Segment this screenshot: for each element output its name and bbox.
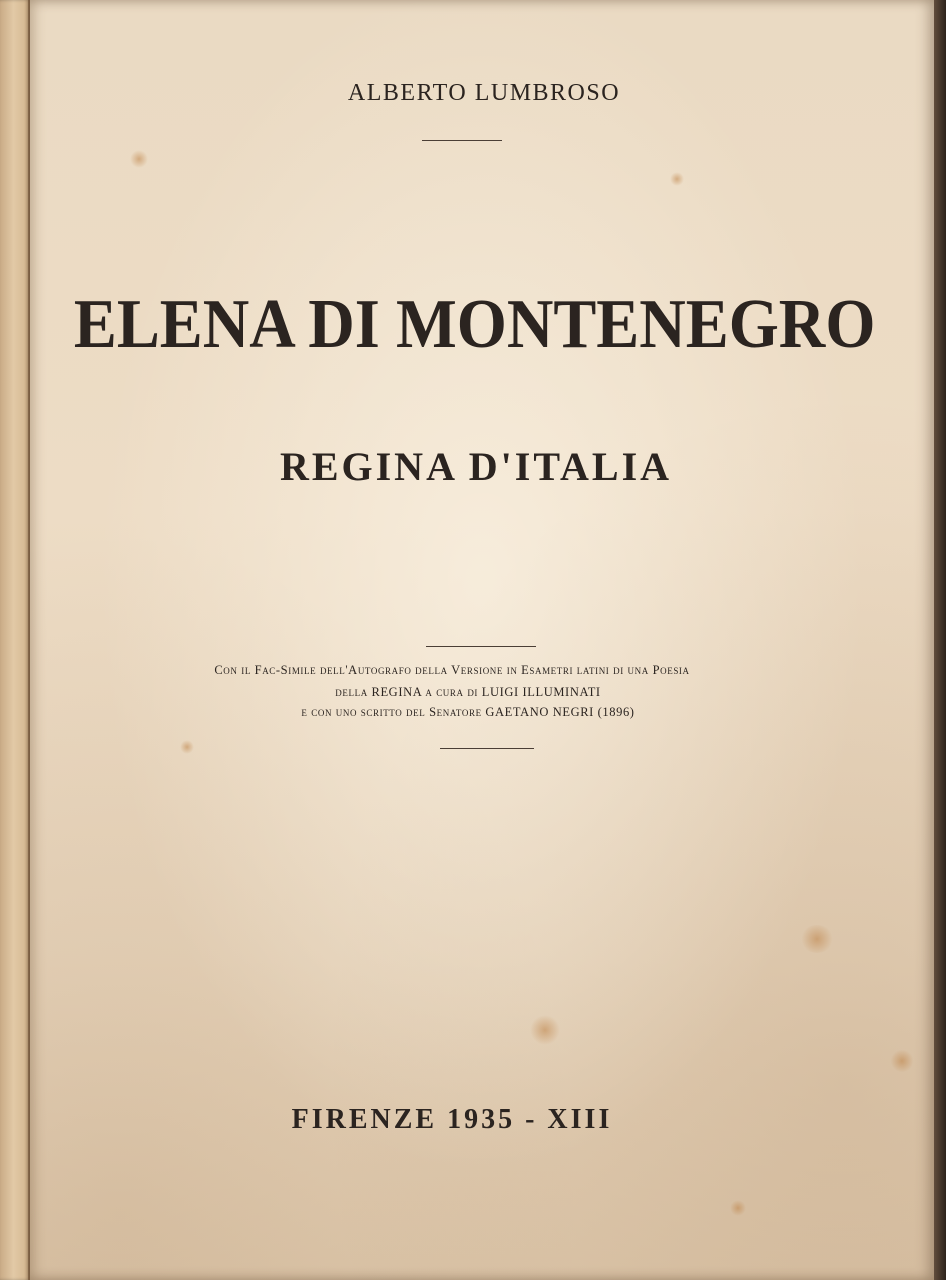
divider-rule [426,646,536,647]
foxing-spot [800,925,834,953]
page-right-edge [932,0,946,1280]
divider-rule [422,140,502,141]
title-page [30,0,934,1280]
foxing-spot [670,172,684,186]
book-spine [0,0,30,1280]
foxing-spot [530,1015,560,1045]
foxing-spot [180,740,194,754]
foxing-spot [130,150,148,168]
book-title: ELENA DI MONTENEGRO [73,286,876,363]
credit-line: Con il Fac-Simile dell'Autografo della Versione in Esametri latini di una Poesia [214,663,690,677]
foxing-spot [890,1050,914,1072]
foxing-spot [730,1200,746,1216]
credit-line: della REGINA a cura di LUIGI ILLUMINATI [335,685,601,699]
imprint-place-date: FIRENZE 1935 - XIII [291,1104,613,1135]
author-name: ALBERTO LUMBROSO [347,80,621,106]
credit-line: e con uno scritto del Senatore GAETANO NEGRI (1896) [301,705,635,719]
divider-rule [440,748,534,749]
book-subtitle: REGINA D'ITALIA [279,444,673,489]
